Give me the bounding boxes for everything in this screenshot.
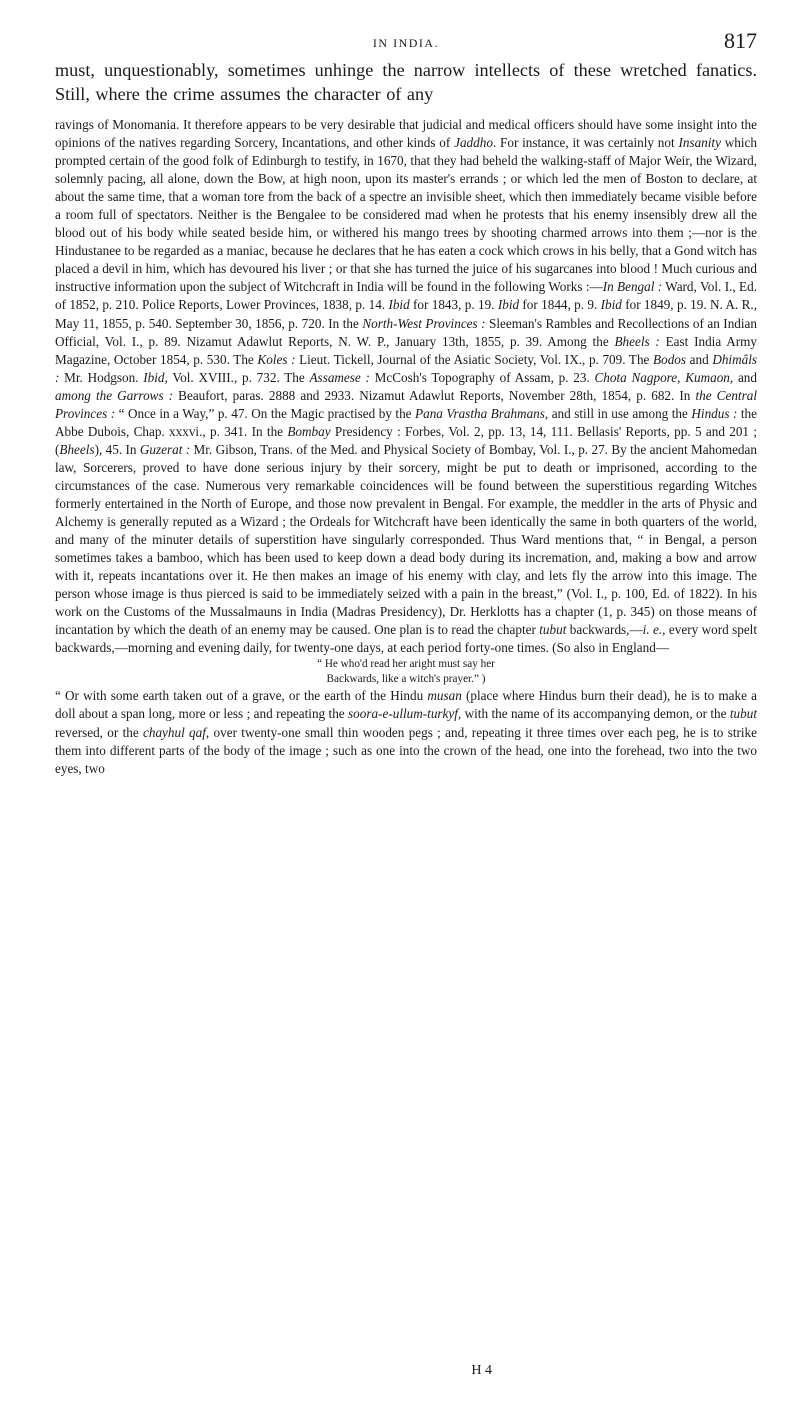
page-number: 817 [724,28,757,53]
footnote [55,116,757,778]
verse-line-2: Backwards, like a witch's prayer.” ) [326,673,486,686]
footnote-paragraph-1: ravings of Monomania. It therefore appears to be very desirable that judicial and medical officers should have some insight into the opinions of the natives regarding Sorcery, Incantations, and other kinds of Jaddho. For instance, it was certainly not Insanity which prompted certain of the good folk of Edinburgh to testify, in 1670, that they had beheld the walking-staff of Major Weir, the Wizard, solemnly pacing, all alone, down the Bow, at high noon, upon its master's errands ; or which led the men of Boston to declare, at about the same time, that a woman tore from the back of a spectre an invisible sheet, which then immediately became visible before a room full of spectators. Neither is the Bengalee to be considered mad when he protests that his enemy insensibly drew all the blood out of his body while seated beside him, or withered his mango trees by shooting charmed arrows into them ;—nor is the Hindustanee to be regarded as a maniac, because he declares that he has eaten a cock which crows in his belly, that a Gond witch has placed a devil in him, which has devoured his liver ; or that she has turned the juice of his sugarcanes into blood ! Much curious and instructive information upon the subject of Witchcraft in India will be found in the following Works :—In Bengal : Ward, Vol. I., Ed. of 1852, p. 210. Police Reports, Lower Provinces, 1838, p. 14. Ibid for 1843, p. 19. Ibid for 1844, p. 9. Ibid for 1849, p. 19. N. A. R., May 11, 1855, p. 540. September 30, 1856, p. 720. In the North-West Provinces : Sleeman's Rambles and Recollections of an Indian Official, Vol. I., p. 89. Nizamut Adawlut Reports, N. W. P., January 13th, 1855, p. 39. Among the Bheels : East India Army Magazine, October 1854, p. 530. The Koles : Lieut. Tickell, Journal of the Asiatic Society, Vol. IX., p. 709. The Bodos and Dhimâls : Mr. Hodgson. Ibid, Vol. XVIII., p. 732. The Assamese : McCosh's Topography of Assam, p. 23. Chota Nagpore, Kumaon, and among the Garrows : Beaufort, paras. 2888 and 2933. Nizamut Adawlut Reports, November 28th, 1854, p. 682. In the Central Provinces : “ Once in a Way,” p. 47. On the Magic practised by the Pana Vrastha Brahmans, and still in use among the Hindus : the Abbe Dubois, Chap. xxxvi., p. 341. In the Bombay Presidency : Forbes, Vol. 2, pp. 13, 14, 111. Bellasis' Reports, pp. 5 and 201 ; (Bheels), 45. In Guzerat : Mr. Gibson, Trans. of the Med. and Physical Society of Bombay, Vol. I., p. 27. By the ancient Mahomedan law, Sorcerers, proved to have done serious injury by their sorcery, might be put to death or imprisoned, according to the circumstances of the case. Numerous very remarkable coincidences will be found between the superstitious regarding Witches formerly entertained in the North of Europe, and those now prevalent in Bengal. For example, the meddler in the arts of Physic and Alchemy is generally reputed as a Wizard ; the Ordeals for Witchcraft have been identically the same in both quarters of the world, and many of the minuter details of superstition have singularly corresponded. Thus Ward mentions that, “ in Bengal, a person sometimes takes a bamboo, which has been used to keep down a dead body during its incremation, and, making a bow and arrow with it, repeats incantations over it. He then makes an image of his enemy with clay, and lets fly the arrow into this image. The person whose image is thus pierced is said to be immediately seized with a pain in the breast,” (Vol. I., p. 100, Ed. of 1822). In his work on the Customs of the Mussalmauns in India (Madras Presidency), Dr. Herklotts has a chapter (1, p. 345) on those means of incantation by which the death of an enemy may be caused. One plan is to read the chapter tubut backwards,—i. e., every word spelt backwards,—morning and evening daily, for twenty-one days, at each period forty-one times. (So also in England— [55,117,758,656]
running-head: IN INDIA. [372,36,440,50]
verse-line-1: “ He who'd read her aright must say her [317,658,495,671]
signature-mark: H 4 [471,1363,492,1378]
footnote-paragraph-2: “ Or with some earth taken out of a grave, or the earth of the Hindu musan (place where Hindus burn their dead), he is to make a doll about a span long, more or less ; and repeating the soora-e-ullum-turkyf, with the name of its accompanying demon, or the tubut reversed, or the chayhul qaf, over twenty-one small thin wooden pegs ; and, repeating it three times over each peg, he is to strike them into different parts of the body of the image ; such as one into the crown of the head, one into the forehead, two into the two eyes, two [55,688,757,776]
page-header [55,0,757,58]
body-paragraph: must, unquestionably, sometimes unhinge the narrow intellects of these wretched fanatics. Still, where the crime assumes the character of any [55,60,757,104]
book-page [55,0,757,778]
